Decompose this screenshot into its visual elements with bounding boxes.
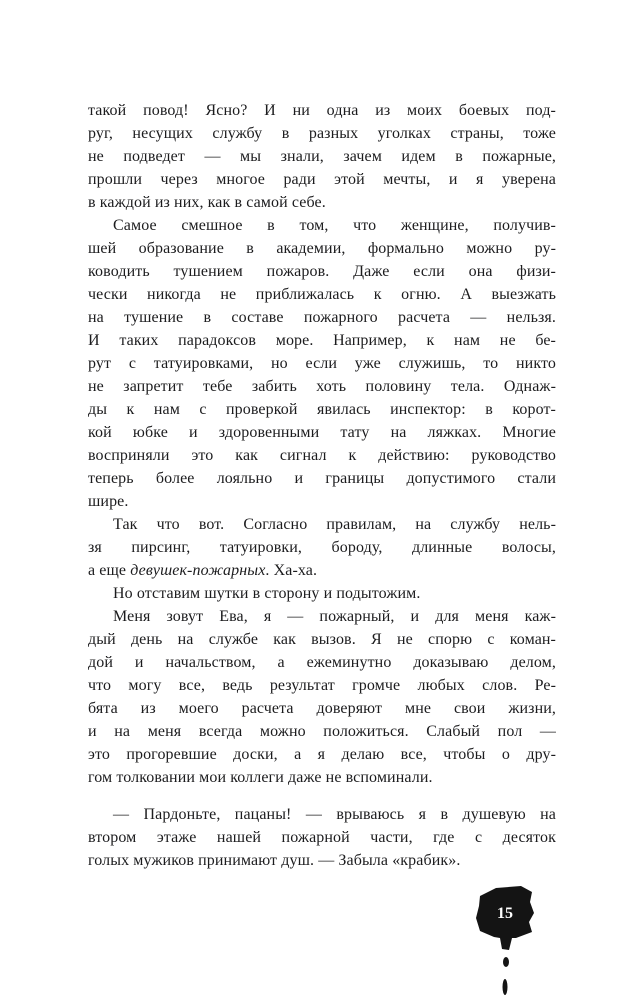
text-line <box>88 559 556 582</box>
text-line: чески никогда не приближалась к огню. А выезжать <box>88 286 556 303</box>
ink-drip-dot <box>503 957 509 967</box>
text-line: втором этаже нашей пожарной части, где с десяток <box>88 829 556 846</box>
italic-text-run: девушек-пожарных <box>130 562 266 579</box>
text-line: что могу все, ведь результат громче любых слов. Ре- <box>88 677 556 694</box>
text-line: на тушение в составе пожарного расчета — нельзя. <box>88 309 556 326</box>
text-line: кой юбке и здоровенными тату на ляжках. Многие <box>88 424 556 441</box>
paragraph <box>88 99 556 214</box>
text-line: это прогоревшие доски, а я делаю все, чтобы о дру- <box>88 746 556 763</box>
text-line: Меня зовут Ева, я — пожарный, и для меня каж- <box>113 608 556 625</box>
text-line: Так что вот. Согласно правилам, на службу нель- <box>113 516 556 533</box>
text-line: голых мужиков принимают душ. — Забыла «крабик». <box>88 852 461 869</box>
text-line: И таких парадоксов море. Например, к нам не бе- <box>88 332 556 349</box>
text-line: такой повод! Ясно? И ни одна из моих боевых под- <box>88 102 556 119</box>
text-line: зя пирсинг, татуировки, бороду, длинные волосы, <box>88 539 556 556</box>
text-line: рут с татуировками, но если уже служишь, то никто <box>88 355 556 372</box>
text-line: Самое смешное в том, что женщине, получив- <box>113 217 556 234</box>
text-line: восприняли это как сигнал к действию: руководство <box>88 447 556 464</box>
page-number: 15 <box>497 905 513 922</box>
text-line: — Пардоньте, пацаны! — врываюсь я в душевую на <box>113 806 556 823</box>
text-run: . Ха-ха. <box>265 562 318 579</box>
text-line: в каждой из них, как в самой себе. <box>88 194 326 211</box>
text-line: ководить тушением пожаров. Даже если она физи- <box>88 263 556 280</box>
text-line: не запретит тебе забить хоть половину тела. Однаж- <box>88 378 556 395</box>
text-line: дый день на службе как вызов. Я не спорю с коман- <box>88 631 556 648</box>
text-line: дой и начальством, а ежеминутно доказываю делом, <box>88 654 556 671</box>
text-run: а еще <box>88 562 131 579</box>
ink-drip-dot <box>503 979 508 995</box>
text-line: бята из моего расчета доверяют мне свои жизни, <box>88 700 556 717</box>
text-line: руг, несущих службу в разных уголках страны, тоже <box>88 125 556 142</box>
text-line: ды к нам с проверкой явилась инспектор: в корот- <box>88 401 556 418</box>
text-line: и на меня всегда можно положиться. Слабый пол — <box>88 723 556 740</box>
text-line: гом толковании мои коллеги даже не вспоминали. <box>88 769 433 786</box>
paragraph <box>88 214 556 513</box>
text-line: теперь более лояльно и границы допустимого стали <box>88 470 556 487</box>
text-line: прошли через многое ради этой мечты, и я уверена <box>88 171 556 188</box>
page-text <box>88 99 556 872</box>
page-number-badge <box>476 886 536 1000</box>
text-line: шей образование в академии, формально можно ру- <box>88 240 556 257</box>
text-line: шире. <box>88 493 129 510</box>
text-line: не подведет — мы знали, зачем идем в пожарные, <box>88 148 556 165</box>
text-line: Но отставим шутки в сторону и подытожим. <box>113 585 421 602</box>
paragraph <box>88 605 556 789</box>
paragraph <box>88 513 556 582</box>
paragraph <box>88 582 556 605</box>
paragraph <box>88 803 556 872</box>
